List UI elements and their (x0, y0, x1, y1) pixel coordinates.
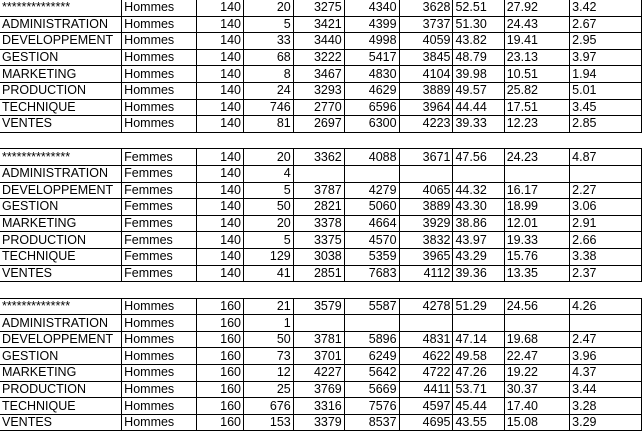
cell-effectif[interactable]: 8 (244, 66, 294, 83)
cell-indice[interactable]: 140 (197, 199, 244, 216)
cell-service[interactable]: ************** (0, 0, 122, 16)
cell-effectif[interactable]: 5 (244, 232, 294, 249)
cell-indice[interactable]: 140 (197, 0, 244, 16)
cell-service[interactable]: GESTION (0, 49, 122, 66)
cell-moyenne[interactable]: 3737 (399, 16, 453, 33)
table-row (0, 16, 642, 33)
cell-moyenne[interactable]: 3628 (399, 0, 453, 16)
cell-moyenne[interactable]: 3845 (399, 49, 453, 66)
cell-min[interactable]: 3275 (293, 0, 344, 16)
empty-cell[interactable] (197, 132, 244, 149)
cell-min[interactable]: 2697 (293, 116, 344, 133)
cell-effectif[interactable]: 81 (244, 116, 294, 133)
cell-age[interactable]: 44.44 (453, 99, 504, 116)
cell-anciennete[interactable]: 25.82 (504, 82, 569, 99)
cell-anciennete[interactable]: 15.08 (504, 414, 569, 431)
cell-min[interactable]: 3467 (293, 66, 344, 83)
cell-service[interactable]: ADMINISTRATION (0, 315, 122, 332)
cell-max[interactable]: 7683 (344, 265, 399, 282)
cell-anciennete[interactable]: 19.41 (504, 33, 569, 50)
cell-anciennete[interactable]: 17.51 (504, 99, 569, 116)
cell-max[interactable]: 4664 (344, 215, 399, 232)
cell-effectif[interactable]: 73 (244, 348, 294, 365)
cell-effectif[interactable]: 41 (244, 265, 294, 282)
cell-age[interactable] (453, 165, 504, 182)
table-row (0, 365, 642, 382)
cell-moyenne[interactable]: 4112 (399, 265, 453, 282)
cell-anciennete[interactable]: 15.76 (504, 248, 569, 265)
table-row (0, 66, 642, 83)
cell-moyenne[interactable]: 4722 (399, 365, 453, 382)
cell-moyenne[interactable]: 4411 (399, 381, 453, 398)
cell-indice[interactable]: 160 (197, 414, 244, 431)
cell-min[interactable]: 2851 (293, 265, 344, 282)
cell-ratio[interactable]: 3.38 (570, 248, 642, 265)
cell-min[interactable]: 3038 (293, 248, 344, 265)
cell-age[interactable]: 49.57 (453, 82, 504, 99)
empty-cell[interactable] (122, 132, 197, 149)
cell-effectif[interactable]: 5 (244, 16, 294, 33)
cell-moyenne[interactable]: 4278 (399, 298, 453, 315)
cell-ratio[interactable]: 3.06 (570, 199, 642, 216)
empty-cell[interactable] (504, 282, 569, 299)
cell-sexe[interactable]: Hommes (122, 66, 197, 83)
cell-age[interactable]: 43.55 (453, 414, 504, 431)
cell-service[interactable]: TECHNIQUE (0, 248, 122, 265)
cell-min[interactable]: 3769 (293, 381, 344, 398)
cell-ratio[interactable]: 4.37 (570, 365, 642, 382)
empty-cell[interactable] (344, 282, 399, 299)
cell-effectif[interactable]: 50 (244, 331, 294, 348)
cell-sexe[interactable]: Hommes (122, 99, 197, 116)
cell-moyenne[interactable] (399, 165, 453, 182)
cell-age[interactable]: 51.29 (453, 298, 504, 315)
cell-sexe[interactable]: Hommes (122, 331, 197, 348)
cell-ratio[interactable]: 4.87 (570, 149, 642, 166)
cell-moyenne[interactable]: 3929 (399, 215, 453, 232)
cell-ratio[interactable]: 2.66 (570, 232, 642, 249)
cell-indice[interactable]: 140 (197, 16, 244, 33)
cell-min[interactable]: 3701 (293, 348, 344, 365)
cell-sexe[interactable]: Femmes (122, 182, 197, 199)
cell-ratio[interactable]: 2.95 (570, 33, 642, 50)
cell-anciennete[interactable]: 17.40 (504, 398, 569, 415)
table-row (0, 99, 642, 116)
cell-ratio[interactable]: 3.45 (570, 99, 642, 116)
cell-max[interactable]: 5359 (344, 248, 399, 265)
cell-indice[interactable]: 160 (197, 315, 244, 332)
empty-cell[interactable] (453, 282, 504, 299)
cell-sexe[interactable]: Hommes (122, 82, 197, 99)
cell-indice[interactable]: 160 (197, 365, 244, 382)
table-row (0, 215, 642, 232)
cell-min[interactable]: 3375 (293, 232, 344, 249)
cell-indice[interactable]: 140 (197, 232, 244, 249)
cell-indice[interactable]: 140 (197, 248, 244, 265)
empty-cell[interactable] (504, 132, 569, 149)
table-row (0, 348, 642, 365)
table-row (0, 182, 642, 199)
cell-moyenne[interactable]: 4622 (399, 348, 453, 365)
empty-cell[interactable] (122, 282, 197, 299)
cell-sexe[interactable]: Femmes (122, 199, 197, 216)
cell-effectif[interactable]: 20 (244, 215, 294, 232)
cell-age[interactable]: 52.51 (453, 0, 504, 16)
cell-age[interactable]: 39.33 (453, 116, 504, 133)
cell-age[interactable]: 43.30 (453, 199, 504, 216)
cell-max[interactable]: 4629 (344, 82, 399, 99)
cell-age[interactable]: 43.97 (453, 232, 504, 249)
cell-moyenne[interactable] (399, 315, 453, 332)
cell-sexe[interactable]: Hommes (122, 315, 197, 332)
cell-indice[interactable]: 140 (197, 49, 244, 66)
cell-min[interactable]: 3378 (293, 215, 344, 232)
cell-service[interactable]: PRODUCTION (0, 82, 122, 99)
cell-anciennete[interactable]: 24.43 (504, 16, 569, 33)
cell-indice[interactable]: 140 (197, 182, 244, 199)
cell-min[interactable]: 3579 (293, 298, 344, 315)
cell-min[interactable]: 4227 (293, 365, 344, 382)
table-row (0, 149, 642, 166)
cell-age[interactable]: 49.58 (453, 348, 504, 365)
cell-service[interactable]: TECHNIQUE (0, 99, 122, 116)
cell-min[interactable]: 3293 (293, 82, 344, 99)
cell-sexe[interactable]: Hommes (122, 116, 197, 133)
cell-age[interactable]: 43.82 (453, 33, 504, 50)
empty-cell[interactable] (570, 282, 642, 299)
cell-min[interactable] (293, 315, 344, 332)
cell-effectif[interactable]: 33 (244, 33, 294, 50)
cell-age[interactable]: 47.14 (453, 331, 504, 348)
cell-ratio[interactable] (570, 315, 642, 332)
cell-effectif[interactable]: 50 (244, 199, 294, 216)
cell-service[interactable]: MARKETING (0, 66, 122, 83)
cell-moyenne[interactable]: 4223 (399, 116, 453, 133)
cell-ratio[interactable]: 3.29 (570, 414, 642, 431)
cell-effectif[interactable]: 20 (244, 0, 294, 16)
cell-effectif[interactable]: 20 (244, 149, 294, 166)
cell-effectif[interactable]: 153 (244, 414, 294, 431)
cell-sexe[interactable]: Hommes (122, 398, 197, 415)
cell-sexe[interactable]: Hommes (122, 16, 197, 33)
cell-service[interactable]: VENTES (0, 414, 122, 431)
cell-moyenne[interactable]: 3832 (399, 232, 453, 249)
cell-anciennete[interactable]: 27.92 (504, 0, 569, 16)
cell-moyenne[interactable]: 3889 (399, 199, 453, 216)
cell-min[interactable]: 2770 (293, 99, 344, 116)
cell-sexe[interactable]: Hommes (122, 414, 197, 431)
cell-anciennete[interactable]: 12.23 (504, 116, 569, 133)
cell-max[interactable]: 4998 (344, 33, 399, 50)
cell-anciennete[interactable]: 19.22 (504, 365, 569, 382)
table-row (0, 248, 642, 265)
cell-indice[interactable]: 160 (197, 331, 244, 348)
cell-ratio[interactable]: 4.26 (570, 298, 642, 315)
table-row (0, 265, 642, 282)
cell-sexe[interactable]: Hommes (122, 381, 197, 398)
cell-effectif[interactable]: 12 (244, 365, 294, 382)
cell-anciennete[interactable]: 12.01 (504, 215, 569, 232)
cell-anciennete[interactable]: 19.33 (504, 232, 569, 249)
cell-ratio[interactable]: 2.85 (570, 116, 642, 133)
cell-max[interactable]: 4088 (344, 149, 399, 166)
cell-ratio[interactable]: 3.97 (570, 49, 642, 66)
cell-indice[interactable]: 140 (197, 149, 244, 166)
cell-age[interactable]: 39.98 (453, 66, 504, 83)
cell-moyenne[interactable]: 3671 (399, 149, 453, 166)
cell-ratio[interactable]: 2.91 (570, 215, 642, 232)
empty-row (0, 132, 642, 149)
cell-indice[interactable]: 140 (197, 66, 244, 83)
cell-ratio[interactable]: 1.94 (570, 66, 642, 83)
cell-min[interactable]: 2821 (293, 199, 344, 216)
cell-indice[interactable]: 160 (197, 381, 244, 398)
cell-max[interactable]: 5669 (344, 381, 399, 398)
cell-indice[interactable]: 160 (197, 348, 244, 365)
table-row (0, 414, 642, 431)
cell-service[interactable]: ADMINISTRATION (0, 165, 122, 182)
cell-max[interactable]: 7576 (344, 398, 399, 415)
cell-age[interactable]: 38.86 (453, 215, 504, 232)
cell-max[interactable]: 8537 (344, 414, 399, 431)
cell-indice[interactable]: 140 (197, 265, 244, 282)
cell-service[interactable]: ************** (0, 149, 122, 166)
empty-cell[interactable] (244, 132, 294, 149)
cell-sexe[interactable]: Hommes (122, 298, 197, 315)
cell-sexe[interactable]: Hommes (122, 365, 197, 382)
cell-sexe[interactable]: Femmes (122, 248, 197, 265)
cell-moyenne[interactable]: 3964 (399, 99, 453, 116)
cell-anciennete[interactable]: 10.51 (504, 66, 569, 83)
cell-effectif[interactable]: 1 (244, 315, 294, 332)
cell-max[interactable]: 5417 (344, 49, 399, 66)
cell-effectif[interactable]: 129 (244, 248, 294, 265)
cell-indice[interactable]: 140 (197, 99, 244, 116)
cell-anciennete[interactable]: 18.99 (504, 199, 569, 216)
empty-cell[interactable] (570, 132, 642, 149)
cell-service[interactable]: GESTION (0, 199, 122, 216)
cell-max[interactable]: 4830 (344, 66, 399, 83)
cell-effectif[interactable]: 746 (244, 99, 294, 116)
table-row (0, 331, 642, 348)
empty-cell[interactable] (399, 282, 453, 299)
table-row (0, 49, 642, 66)
cell-indice[interactable]: 140 (197, 165, 244, 182)
cell-indice[interactable]: 140 (197, 116, 244, 133)
cell-service[interactable]: VENTES (0, 265, 122, 282)
cell-max[interactable]: 4399 (344, 16, 399, 33)
cell-indice[interactable]: 160 (197, 398, 244, 415)
cell-anciennete[interactable]: 30.37 (504, 381, 569, 398)
cell-anciennete[interactable]: 24.56 (504, 298, 569, 315)
empty-cell[interactable] (293, 282, 344, 299)
cell-indice[interactable]: 140 (197, 215, 244, 232)
cell-min[interactable]: 3421 (293, 16, 344, 33)
cell-service[interactable]: ************** (0, 298, 122, 315)
cell-max[interactable]: 6596 (344, 99, 399, 116)
cell-moyenne[interactable]: 4104 (399, 66, 453, 83)
cell-sexe[interactable]: Femmes (122, 215, 197, 232)
cell-min[interactable] (293, 165, 344, 182)
cell-sexe[interactable]: Femmes (122, 265, 197, 282)
cell-age[interactable]: 47.26 (453, 365, 504, 382)
cell-service[interactable]: VENTES (0, 116, 122, 133)
cell-max[interactable]: 5587 (344, 298, 399, 315)
cell-moyenne[interactable]: 4065 (399, 182, 453, 199)
cell-ratio[interactable]: 2.47 (570, 331, 642, 348)
cell-ratio[interactable]: 3.44 (570, 381, 642, 398)
table-row (0, 298, 642, 315)
empty-cell[interactable] (0, 132, 122, 149)
cell-ratio[interactable]: 5.01 (570, 82, 642, 99)
cell-sexe[interactable]: Hommes (122, 49, 197, 66)
cell-sexe[interactable]: Femmes (122, 232, 197, 249)
cell-ratio[interactable]: 2.27 (570, 182, 642, 199)
cell-age[interactable] (453, 315, 504, 332)
cell-age[interactable]: 44.32 (453, 182, 504, 199)
cell-age[interactable]: 45.44 (453, 398, 504, 415)
cell-indice[interactable]: 140 (197, 33, 244, 50)
cell-moyenne[interactable]: 4695 (399, 414, 453, 431)
table-row (0, 165, 642, 182)
empty-cell[interactable] (197, 282, 244, 299)
cell-min[interactable]: 3362 (293, 149, 344, 166)
table-row (0, 0, 642, 16)
table-row (0, 381, 642, 398)
cell-effectif[interactable]: 25 (244, 381, 294, 398)
table-row (0, 315, 642, 332)
empty-row (0, 282, 642, 299)
cell-max[interactable]: 6249 (344, 348, 399, 365)
cell-min[interactable]: 3787 (293, 182, 344, 199)
cell-max[interactable]: 5642 (344, 365, 399, 382)
cell-max[interactable]: 4279 (344, 182, 399, 199)
table-row (0, 199, 642, 216)
cell-effectif[interactable]: 5 (244, 182, 294, 199)
cell-effectif[interactable]: 676 (244, 398, 294, 415)
cell-anciennete[interactable]: 22.47 (504, 348, 569, 365)
cell-effectif[interactable]: 24 (244, 82, 294, 99)
cell-sexe[interactable]: Hommes (122, 0, 197, 16)
cell-age[interactable]: 47.56 (453, 149, 504, 166)
cell-age[interactable]: 43.29 (453, 248, 504, 265)
cell-moyenne[interactable]: 3889 (399, 82, 453, 99)
table-row (0, 232, 642, 249)
cell-moyenne[interactable]: 3965 (399, 248, 453, 265)
cell-max[interactable]: 5896 (344, 331, 399, 348)
cell-service[interactable]: PRODUCTION (0, 381, 122, 398)
cell-moyenne[interactable]: 4059 (399, 33, 453, 50)
cell-effectif[interactable]: 68 (244, 49, 294, 66)
cell-effectif[interactable]: 4 (244, 165, 294, 182)
cell-max[interactable]: 6300 (344, 116, 399, 133)
cell-max[interactable]: 5060 (344, 199, 399, 216)
cell-min[interactable]: 3316 (293, 398, 344, 415)
cell-ratio[interactable] (570, 165, 642, 182)
cell-min[interactable]: 3781 (293, 331, 344, 348)
cell-service[interactable]: DEVELOPPEMENT (0, 331, 122, 348)
cell-ratio[interactable]: 3.28 (570, 398, 642, 415)
cell-anciennete[interactable]: 24.23 (504, 149, 569, 166)
cell-age[interactable]: 51.30 (453, 16, 504, 33)
table-row (0, 116, 642, 133)
cell-max[interactable]: 4570 (344, 232, 399, 249)
cell-service[interactable]: MARKETING (0, 215, 122, 232)
cell-ratio[interactable]: 3.96 (570, 348, 642, 365)
cell-sexe[interactable]: Femmes (122, 165, 197, 182)
cell-age[interactable]: 39.36 (453, 265, 504, 282)
cell-moyenne[interactable]: 4597 (399, 398, 453, 415)
cell-anciennete[interactable]: 16.17 (504, 182, 569, 199)
cell-effectif[interactable]: 21 (244, 298, 294, 315)
cell-anciennete[interactable] (504, 165, 569, 182)
cell-min[interactable]: 3440 (293, 33, 344, 50)
cell-anciennete[interactable]: 19.68 (504, 331, 569, 348)
cell-ratio[interactable]: 2.67 (570, 16, 642, 33)
cell-age[interactable]: 53.71 (453, 381, 504, 398)
empty-cell[interactable] (399, 132, 453, 149)
cell-sexe[interactable]: Hommes (122, 348, 197, 365)
cell-min[interactable]: 3379 (293, 414, 344, 431)
cell-service[interactable]: PRODUCTION (0, 232, 122, 249)
cell-age[interactable]: 48.79 (453, 49, 504, 66)
cell-max[interactable]: 4340 (344, 0, 399, 16)
table-row (0, 82, 642, 99)
empty-cell[interactable] (344, 132, 399, 149)
table-row (0, 33, 642, 50)
table-row (0, 398, 642, 415)
cell-ratio[interactable]: 2.37 (570, 265, 642, 282)
cell-indice[interactable]: 160 (197, 298, 244, 315)
cell-max[interactable] (344, 165, 399, 182)
cell-max[interactable] (344, 315, 399, 332)
cell-service[interactable]: GESTION (0, 348, 122, 365)
cell-anciennete[interactable]: 13.35 (504, 265, 569, 282)
empty-cell[interactable] (293, 132, 344, 149)
cell-service[interactable]: DEVELOPPEMENT (0, 182, 122, 199)
cell-service[interactable]: TECHNIQUE (0, 398, 122, 415)
cell-anciennete[interactable] (504, 315, 569, 332)
cell-ratio[interactable]: 3.42 (570, 0, 642, 16)
cell-moyenne[interactable]: 4831 (399, 331, 453, 348)
cell-min[interactable]: 3222 (293, 49, 344, 66)
empty-cell[interactable] (0, 282, 122, 299)
cell-sexe[interactable]: Hommes (122, 33, 197, 50)
cell-service[interactable]: MARKETING (0, 365, 122, 382)
empty-cell[interactable] (453, 132, 504, 149)
empty-cell[interactable] (244, 282, 294, 299)
cell-sexe[interactable]: Femmes (122, 149, 197, 166)
cell-service[interactable]: ADMINISTRATION (0, 16, 122, 33)
cell-indice[interactable]: 140 (197, 82, 244, 99)
cell-anciennete[interactable]: 23.13 (504, 49, 569, 66)
cell-service[interactable]: DEVELOPPEMENT (0, 33, 122, 50)
